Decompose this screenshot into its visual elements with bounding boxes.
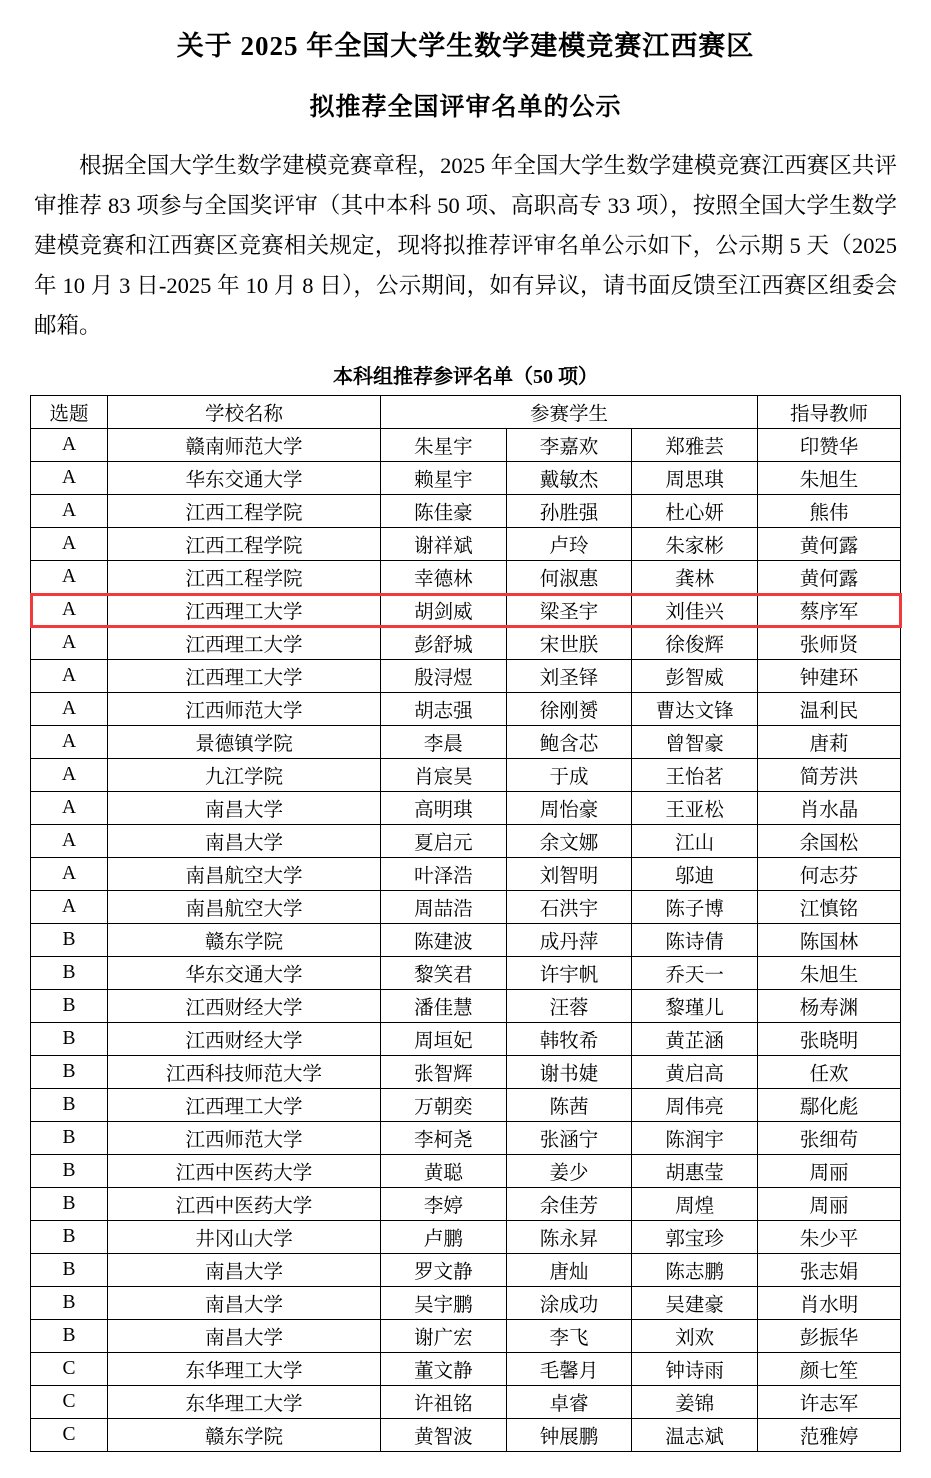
cell-student-2: 戴敏杰 bbox=[506, 462, 632, 495]
table-row bbox=[31, 957, 901, 990]
cell-school: 江西工程学院 bbox=[108, 561, 381, 594]
table-row bbox=[31, 1188, 901, 1221]
cell-student-1: 李柯尧 bbox=[381, 1122, 507, 1155]
table-row bbox=[31, 1221, 901, 1254]
table-row bbox=[31, 858, 901, 891]
table-row bbox=[31, 891, 901, 924]
cell-topic: A bbox=[31, 561, 108, 594]
cell-school: 江西中医药大学 bbox=[108, 1188, 381, 1221]
cell-topic: B bbox=[31, 1023, 108, 1056]
cell-student-3: 黎瑾儿 bbox=[632, 990, 758, 1023]
cell-school: 南昌大学 bbox=[108, 1287, 381, 1320]
cell-teacher: 何志芬 bbox=[758, 858, 901, 891]
cell-teacher: 黄何露 bbox=[758, 561, 901, 594]
cell-student-3: 郭宝珍 bbox=[632, 1221, 758, 1254]
cell-student-3: 刘欢 bbox=[632, 1320, 758, 1353]
cell-student-1: 黄智波 bbox=[381, 1419, 507, 1452]
cell-student-3: 陈润宇 bbox=[632, 1122, 758, 1155]
cell-student-2: 余佳芳 bbox=[506, 1188, 632, 1221]
cell-topic: A bbox=[31, 495, 108, 528]
cell-school: 南昌大学 bbox=[108, 825, 381, 858]
cell-topic: A bbox=[31, 726, 108, 759]
cell-topic: B bbox=[31, 924, 108, 957]
cell-student-1: 黄聪 bbox=[381, 1155, 507, 1188]
cell-student-1: 朱星宇 bbox=[381, 429, 507, 462]
cell-student-1: 殷浔煜 bbox=[381, 660, 507, 693]
cell-teacher: 周丽 bbox=[758, 1188, 901, 1221]
cell-topic: B bbox=[31, 1089, 108, 1122]
cell-school: 江西理工大学 bbox=[108, 627, 381, 660]
cell-student-2: 韩牧希 bbox=[506, 1023, 632, 1056]
cell-student-1: 许祖铭 bbox=[381, 1386, 507, 1419]
cell-teacher: 朱少平 bbox=[758, 1221, 901, 1254]
cell-school: 江西师范大学 bbox=[108, 693, 381, 726]
table-row bbox=[31, 528, 901, 561]
cell-school: 赣东学院 bbox=[108, 1419, 381, 1452]
cell-student-2: 徐刚赟 bbox=[506, 693, 632, 726]
cell-teacher: 张志娟 bbox=[758, 1254, 901, 1287]
cell-teacher: 杨寿渊 bbox=[758, 990, 901, 1023]
cell-student-2: 涂成功 bbox=[506, 1287, 632, 1320]
cell-student-2: 李飞 bbox=[506, 1320, 632, 1353]
cell-student-1: 潘佳慧 bbox=[381, 990, 507, 1023]
cell-school: 南昌航空大学 bbox=[108, 858, 381, 891]
cell-student-2: 卢玲 bbox=[506, 528, 632, 561]
cell-student-2: 鲍含芯 bbox=[506, 726, 632, 759]
table-row bbox=[31, 1023, 901, 1056]
cell-student-1: 夏启元 bbox=[381, 825, 507, 858]
cell-student-2: 陈茜 bbox=[506, 1089, 632, 1122]
cell-school: 江西财经大学 bbox=[108, 1023, 381, 1056]
cell-student-2: 周怡豪 bbox=[506, 792, 632, 825]
cell-school: 九江学院 bbox=[108, 759, 381, 792]
cell-student-2: 钟展鹏 bbox=[506, 1419, 632, 1452]
cell-student-2: 许宇帆 bbox=[506, 957, 632, 990]
cell-student-3: 龚林 bbox=[632, 561, 758, 594]
cell-student-1: 罗文静 bbox=[381, 1254, 507, 1287]
cell-student-3: 曹达文锋 bbox=[632, 693, 758, 726]
cell-teacher: 范雅婷 bbox=[758, 1419, 901, 1452]
cell-topic: A bbox=[31, 528, 108, 561]
cell-topic: C bbox=[31, 1419, 108, 1452]
cell-school: 赣东学院 bbox=[108, 924, 381, 957]
cell-student-3: 江山 bbox=[632, 825, 758, 858]
cell-topic: A bbox=[31, 429, 108, 462]
cell-school: 南昌大学 bbox=[108, 792, 381, 825]
header-topic: 选题 bbox=[31, 396, 108, 429]
cell-student-1: 赖星宇 bbox=[381, 462, 507, 495]
cell-student-3: 邬迪 bbox=[632, 858, 758, 891]
cell-student-2: 刘智明 bbox=[506, 858, 632, 891]
table-row bbox=[31, 726, 901, 759]
cell-teacher: 许志军 bbox=[758, 1386, 901, 1419]
cell-student-2: 宋世朕 bbox=[506, 627, 632, 660]
page-title-line-1: 关于 2025 年全国大学生数学建模竞赛江西赛区 bbox=[176, 31, 755, 61]
cell-student-1: 黎笑君 bbox=[381, 957, 507, 990]
table-header-row bbox=[31, 396, 901, 429]
cell-school: 江西理工大学 bbox=[108, 594, 381, 627]
table-row bbox=[31, 660, 901, 693]
cell-topic: B bbox=[31, 1122, 108, 1155]
cell-student-1: 董文静 bbox=[381, 1353, 507, 1386]
cell-teacher: 任欢 bbox=[758, 1056, 901, 1089]
cell-student-3: 乔天一 bbox=[632, 957, 758, 990]
table-row bbox=[31, 1254, 901, 1287]
table-row bbox=[31, 495, 901, 528]
cell-teacher: 简芳洪 bbox=[758, 759, 901, 792]
table-row bbox=[31, 1386, 901, 1419]
header-students: 参赛学生 bbox=[381, 396, 758, 429]
cell-student-2: 刘圣铎 bbox=[506, 660, 632, 693]
cell-student-3: 朱家彬 bbox=[632, 528, 758, 561]
cell-student-2: 余文娜 bbox=[506, 825, 632, 858]
cell-topic: A bbox=[31, 594, 108, 627]
cell-school: 江西财经大学 bbox=[108, 990, 381, 1023]
cell-student-1: 谢祥斌 bbox=[381, 528, 507, 561]
cell-student-3: 姜锦 bbox=[632, 1386, 758, 1419]
table-row bbox=[31, 1056, 901, 1089]
cell-school: 华东交通大学 bbox=[108, 462, 381, 495]
cell-topic: B bbox=[31, 1254, 108, 1287]
cell-school: 华东交通大学 bbox=[108, 957, 381, 990]
cell-topic: B bbox=[31, 990, 108, 1023]
cell-school: 井冈山大学 bbox=[108, 1221, 381, 1254]
cell-teacher: 彭振华 bbox=[758, 1320, 901, 1353]
cell-teacher: 蔡序军 bbox=[758, 594, 901, 627]
cell-student-3: 周伟亮 bbox=[632, 1089, 758, 1122]
cell-teacher: 张细苟 bbox=[758, 1122, 901, 1155]
cell-student-1: 卢鹏 bbox=[381, 1221, 507, 1254]
cell-teacher: 黄何露 bbox=[758, 528, 901, 561]
cell-topic: A bbox=[31, 693, 108, 726]
cell-student-3: 胡惠莹 bbox=[632, 1155, 758, 1188]
cell-topic: A bbox=[31, 660, 108, 693]
cell-teacher: 颜七笙 bbox=[758, 1353, 901, 1386]
table-row bbox=[31, 1419, 901, 1452]
cell-topic: A bbox=[31, 858, 108, 891]
cell-school: 江西理工大学 bbox=[108, 1089, 381, 1122]
cell-student-3: 吴建豪 bbox=[632, 1287, 758, 1320]
cell-topic: A bbox=[31, 627, 108, 660]
cell-student-2: 于成 bbox=[506, 759, 632, 792]
cell-student-2: 姜少 bbox=[506, 1155, 632, 1188]
cell-school: 江西师范大学 bbox=[108, 1122, 381, 1155]
cell-topic: A bbox=[31, 891, 108, 924]
cell-topic: B bbox=[31, 1188, 108, 1221]
table-row bbox=[31, 759, 901, 792]
cell-student-3: 陈子博 bbox=[632, 891, 758, 924]
cell-student-1: 高明琪 bbox=[381, 792, 507, 825]
cell-teacher: 张师贤 bbox=[758, 627, 901, 660]
cell-student-1: 陈建波 bbox=[381, 924, 507, 957]
table-caption: 本科组推荐参评名单（50 项） bbox=[333, 366, 598, 389]
cell-topic: B bbox=[31, 1155, 108, 1188]
cell-student-3: 王怡茗 bbox=[632, 759, 758, 792]
cell-student-3: 曾智豪 bbox=[632, 726, 758, 759]
table-row bbox=[31, 1320, 901, 1353]
cell-student-2: 孙胜强 bbox=[506, 495, 632, 528]
cell-teacher: 印赞华 bbox=[758, 429, 901, 462]
table-row bbox=[31, 627, 901, 660]
table-row bbox=[31, 1089, 901, 1122]
cell-student-1: 陈佳豪 bbox=[381, 495, 507, 528]
cell-student-1: 胡志强 bbox=[381, 693, 507, 726]
cell-student-2: 成丹萍 bbox=[506, 924, 632, 957]
cell-topic: A bbox=[31, 792, 108, 825]
cell-topic: C bbox=[31, 1353, 108, 1386]
table-row bbox=[31, 561, 901, 594]
announcement-paragraph: 根据全国大学生数学建模竞赛章程，2025 年全国大学生数学建模竞赛江西赛区共评审推荐 83 项参与全国奖评审（其中本科 50 项、高职高专 33 项），按照全国大学生数学建模竞赛和江西赛区竞赛相关规定，现将拟推荐评审名单公示如下，公示期 5 天（2025 年 10 月 3 日-2025 年 10 月 8 日），公示期间，如有异议，请书面反馈至江西赛区组委会邮箱。 bbox=[34, 153, 897, 339]
cell-student-3: 杜心妍 bbox=[632, 495, 758, 528]
recommendation-table bbox=[30, 395, 901, 1452]
cell-school: 南昌大学 bbox=[108, 1254, 381, 1287]
cell-student-1: 叶泽浩 bbox=[381, 858, 507, 891]
cell-student-3: 周思琪 bbox=[632, 462, 758, 495]
cell-teacher: 鄢化彪 bbox=[758, 1089, 901, 1122]
cell-student-2: 张涵宁 bbox=[506, 1122, 632, 1155]
cell-student-3: 黄芷涵 bbox=[632, 1023, 758, 1056]
cell-student-3: 温志斌 bbox=[632, 1419, 758, 1452]
cell-student-2: 梁圣宇 bbox=[506, 594, 632, 627]
cell-student-1: 彭舒城 bbox=[381, 627, 507, 660]
cell-topic: A bbox=[31, 462, 108, 495]
cell-teacher: 熊伟 bbox=[758, 495, 901, 528]
cell-teacher: 朱旭生 bbox=[758, 462, 901, 495]
header-school: 学校名称 bbox=[108, 396, 381, 429]
cell-teacher: 余国松 bbox=[758, 825, 901, 858]
cell-teacher: 江慎铭 bbox=[758, 891, 901, 924]
table-row bbox=[31, 1287, 901, 1320]
cell-school: 江西科技师范大学 bbox=[108, 1056, 381, 1089]
cell-topic: B bbox=[31, 957, 108, 990]
table-row bbox=[31, 693, 901, 726]
cell-student-1: 肖宸昊 bbox=[381, 759, 507, 792]
cell-student-2: 汪蓉 bbox=[506, 990, 632, 1023]
cell-teacher: 钟建环 bbox=[758, 660, 901, 693]
cell-student-2: 石洪宇 bbox=[506, 891, 632, 924]
cell-school: 江西理工大学 bbox=[108, 660, 381, 693]
cell-teacher: 朱旭生 bbox=[758, 957, 901, 990]
cell-student-1: 胡剑威 bbox=[381, 594, 507, 627]
cell-school: 南昌航空大学 bbox=[108, 891, 381, 924]
cell-student-2: 陈永昇 bbox=[506, 1221, 632, 1254]
cell-teacher: 温利民 bbox=[758, 693, 901, 726]
cell-student-3: 徐俊辉 bbox=[632, 627, 758, 660]
cell-topic: A bbox=[31, 759, 108, 792]
header-teacher: 指导教师 bbox=[758, 396, 901, 429]
cell-teacher: 周丽 bbox=[758, 1155, 901, 1188]
cell-student-3: 彭智威 bbox=[632, 660, 758, 693]
cell-teacher: 肖水晶 bbox=[758, 792, 901, 825]
cell-teacher: 陈国林 bbox=[758, 924, 901, 957]
table-row bbox=[31, 1155, 901, 1188]
cell-topic: B bbox=[31, 1221, 108, 1254]
table-row bbox=[31, 1122, 901, 1155]
cell-student-3: 刘佳兴 bbox=[632, 594, 758, 627]
table-row bbox=[31, 1353, 901, 1386]
cell-school: 南昌大学 bbox=[108, 1320, 381, 1353]
cell-student-2: 唐灿 bbox=[506, 1254, 632, 1287]
cell-school: 东华理工大学 bbox=[108, 1353, 381, 1386]
cell-student-3: 黄启高 bbox=[632, 1056, 758, 1089]
cell-student-2: 谢书婕 bbox=[506, 1056, 632, 1089]
cell-topic: B bbox=[31, 1320, 108, 1353]
table-row bbox=[31, 924, 901, 957]
cell-student-2: 李嘉欢 bbox=[506, 429, 632, 462]
cell-topic: A bbox=[31, 825, 108, 858]
cell-school: 江西中医药大学 bbox=[108, 1155, 381, 1188]
cell-student-3: 周煌 bbox=[632, 1188, 758, 1221]
cell-topic: B bbox=[31, 1056, 108, 1089]
cell-student-1: 万朝奕 bbox=[381, 1089, 507, 1122]
cell-student-1: 幸德林 bbox=[381, 561, 507, 594]
table-row bbox=[31, 792, 901, 825]
page-title-line-2: 拟推荐全国评审名单的公示 bbox=[309, 93, 622, 121]
cell-topic: B bbox=[31, 1287, 108, 1320]
cell-student-3: 王亚松 bbox=[632, 792, 758, 825]
cell-student-1: 李晨 bbox=[381, 726, 507, 759]
cell-student-2: 卓睿 bbox=[506, 1386, 632, 1419]
cell-student-1: 吴宇鹏 bbox=[381, 1287, 507, 1320]
table-row bbox=[31, 990, 901, 1023]
cell-teacher: 唐莉 bbox=[758, 726, 901, 759]
cell-school: 东华理工大学 bbox=[108, 1386, 381, 1419]
table-row bbox=[31, 594, 901, 627]
cell-school: 江西工程学院 bbox=[108, 528, 381, 561]
table-row bbox=[31, 462, 901, 495]
table-row bbox=[31, 825, 901, 858]
cell-student-1: 周喆浩 bbox=[381, 891, 507, 924]
cell-teacher: 肖水明 bbox=[758, 1287, 901, 1320]
cell-topic: C bbox=[31, 1386, 108, 1419]
cell-student-1: 张智辉 bbox=[381, 1056, 507, 1089]
cell-student-3: 陈诗倩 bbox=[632, 924, 758, 957]
cell-school: 赣南师范大学 bbox=[108, 429, 381, 462]
table-row bbox=[31, 429, 901, 462]
cell-school: 江西工程学院 bbox=[108, 495, 381, 528]
cell-student-2: 何淑惠 bbox=[506, 561, 632, 594]
cell-student-3: 郑雅芸 bbox=[632, 429, 758, 462]
cell-student-1: 谢广宏 bbox=[381, 1320, 507, 1353]
cell-student-3: 钟诗雨 bbox=[632, 1353, 758, 1386]
cell-student-3: 陈志鹏 bbox=[632, 1254, 758, 1287]
cell-school: 景德镇学院 bbox=[108, 726, 381, 759]
cell-student-1: 周垣妃 bbox=[381, 1023, 507, 1056]
cell-teacher: 张晓明 bbox=[758, 1023, 901, 1056]
cell-student-1: 李婷 bbox=[381, 1188, 507, 1221]
cell-student-2: 毛馨月 bbox=[506, 1353, 632, 1386]
